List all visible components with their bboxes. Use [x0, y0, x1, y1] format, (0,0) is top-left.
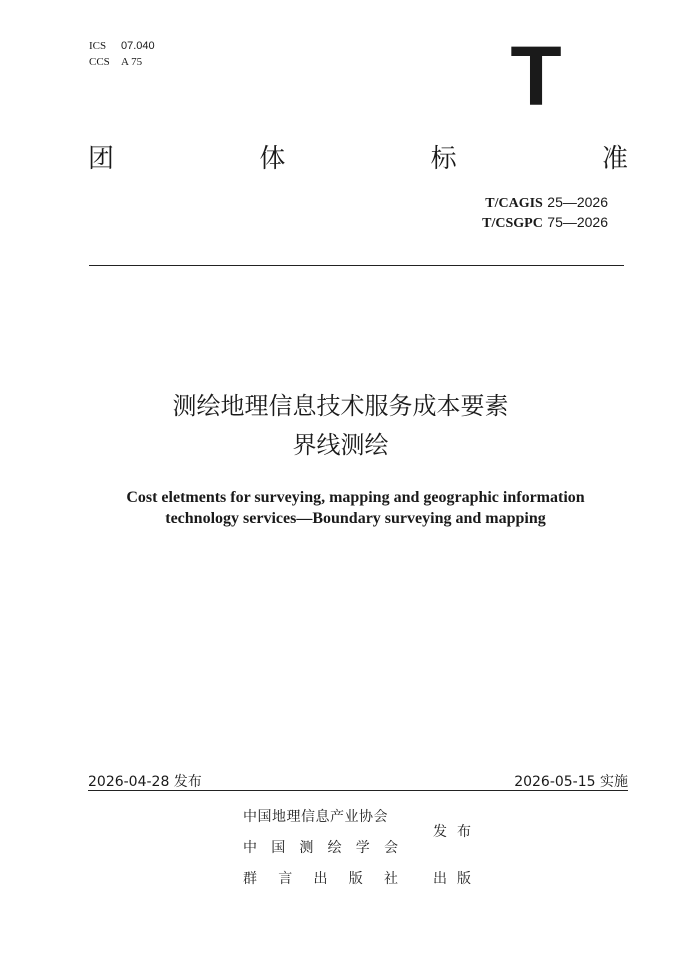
header-divider — [89, 265, 624, 266]
publisher-char: 版 — [348, 871, 363, 887]
publisher-char: 中 — [243, 840, 257, 856]
publisher-char: 测 — [299, 840, 314, 856]
standard-type-letter: T — [510, 29, 562, 123]
title-cn-line1: 测绘地理信息技术服务成本要素 — [172, 392, 509, 420]
publisher-char: 言 — [278, 871, 293, 887]
standard-category-char: 标 — [430, 144, 457, 174]
publishers — [243, 806, 471, 899]
ccs-value: A 75 — [121, 56, 143, 68]
publish-action — [433, 868, 471, 899]
issue-action-char: 发 — [433, 824, 447, 840]
issue-action — [433, 821, 471, 841]
standard-category-char: 体 — [259, 144, 286, 174]
ccs-row — [89, 56, 142, 68]
publisher-char: 绘 — [327, 840, 342, 856]
ccs-label: CCS — [89, 56, 110, 68]
publisher-char: 群 — [243, 871, 257, 887]
publisher-org: 中国地理信息产业协会 — [243, 809, 388, 825]
title-cn-line2: 界线测绘 — [292, 431, 389, 459]
standard-code-prefix: T/CAGIS — [485, 196, 543, 211]
standard-category-char: 准 — [601, 144, 628, 174]
issue-date: 2026-04-28 发布 — [88, 774, 202, 790]
title-en-line2: technology services—Boundary surveying and mapping — [165, 510, 546, 527]
standard-codes — [482, 193, 608, 233]
ics-label: ICS — [89, 40, 107, 52]
standard-code — [482, 193, 608, 213]
publish-action-char: 版 — [457, 871, 471, 887]
footer-divider — [88, 790, 628, 791]
publisher-row — [243, 868, 471, 899]
publisher-char: 学 — [355, 840, 370, 856]
standard-category-char: 团 — [88, 144, 115, 174]
standard-code — [482, 213, 608, 233]
publisher-char: 国 — [271, 840, 286, 856]
ics-row — [89, 40, 155, 52]
publisher-row — [243, 837, 471, 868]
ics-value: 07.040 — [121, 40, 155, 52]
standard-category — [88, 138, 628, 175]
standard-code-number: 25—2026 — [547, 194, 608, 210]
standard-code-prefix: T/CSGPC — [482, 216, 543, 231]
publisher-char: 出 — [313, 871, 328, 887]
implement-date: 2026-05-15 实施 — [514, 774, 628, 790]
publisher-org — [243, 837, 398, 868]
publisher-char: 会 — [383, 840, 398, 856]
publisher-org — [243, 868, 398, 899]
standard-code-number: 75—2026 — [547, 214, 608, 230]
title-en-line1: Cost eletments for surveying, mapping and geographic information — [126, 489, 585, 506]
publish-action-char: 出 — [433, 871, 447, 887]
publisher-char: 社 — [384, 871, 398, 887]
issue-action-char: 布 — [457, 824, 471, 840]
